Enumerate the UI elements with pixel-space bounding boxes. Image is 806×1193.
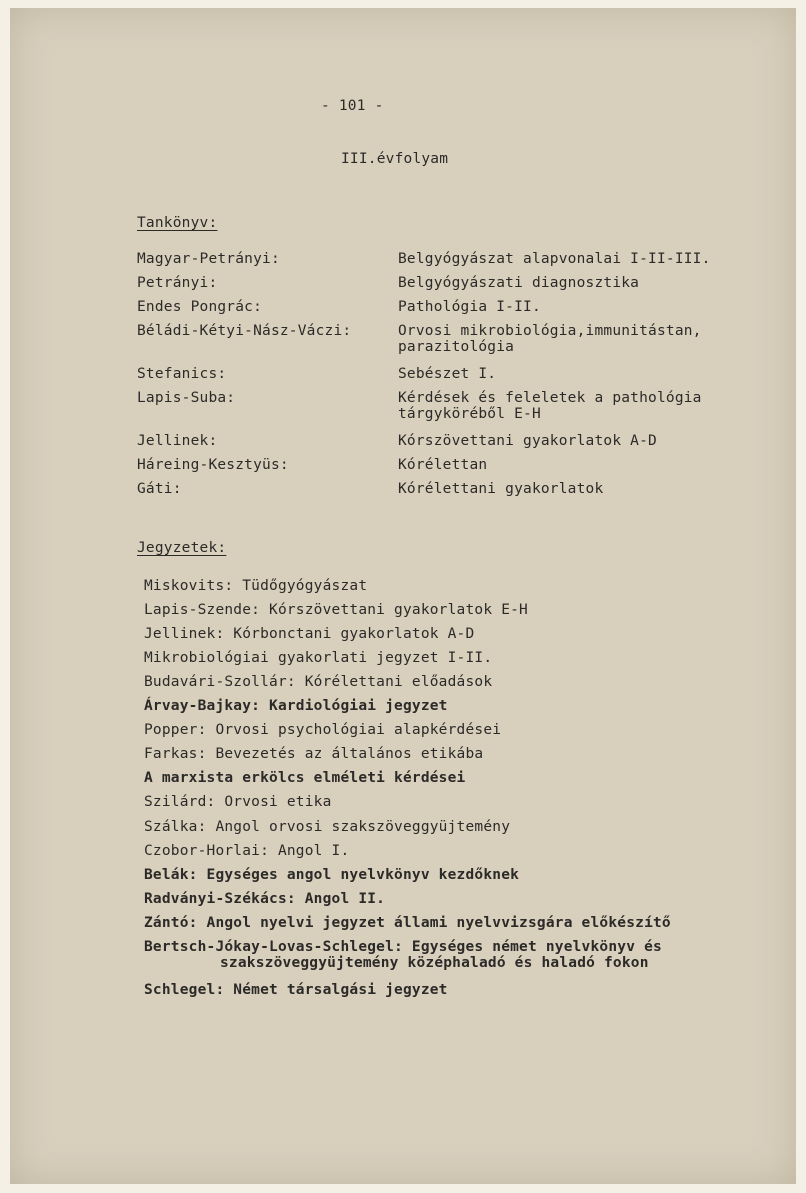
textbook-author: Petrányi: [137, 275, 218, 291]
note-line: Jellinek: Kórbonctani gyakorlatok A-D [144, 626, 475, 642]
textbook-title: Pathológia I-II. [398, 299, 541, 315]
textbook-title: Kórélettan [398, 457, 488, 473]
textbooks-label: Tankönyv: [137, 215, 218, 231]
note-line: Zántó: Angol nyelvi jegyzet állami nyelvvizsgára előkészítő [144, 915, 671, 931]
textbook-title: Belgyógyászat alapvonalai I-II-III. [398, 251, 711, 267]
note-line: Schlegel: Német társalgási jegyzet [144, 982, 448, 998]
textbook-author: Stefanics: [137, 366, 227, 382]
page-heading: III.évfolyam [341, 151, 449, 167]
note-line: Szálka: Angol orvosi szakszöveggyüjtemény [144, 819, 511, 835]
textbook-title: Kórszövettani gyakorlatok A-D [398, 433, 657, 449]
textbook-title: Orvosi mikrobiológia,immunitástan, [398, 323, 702, 339]
note-line: Miskovits: Tüdőgyógyászat [144, 578, 368, 594]
textbook-author: Béládi-Kétyi-Nász-Váczi: [137, 323, 352, 339]
textbook-author: Jellinek: [137, 433, 218, 449]
note-line: Radványi-Székács: Angol II. [144, 891, 386, 907]
textbook-title: Belgyógyászati diagnosztika [398, 275, 640, 291]
page-number: - 101 - [321, 98, 384, 114]
textbook-author: Lapis-Suba: [137, 390, 236, 406]
note-line: Farkas: Bevezetés az általános etikába [144, 746, 484, 762]
textbook-title: Kórélettani gyakorlatok [398, 481, 604, 497]
textbook-title-cont: parazitológia [398, 339, 515, 355]
textbook-author: Gáti: [137, 481, 182, 497]
textbook-author: Háreing-Kesztyüs: [137, 457, 289, 473]
textbook-author: Magyar-Petrányi: [137, 251, 280, 267]
note-line: Bertsch-Jókay-Lovas-Schlegel: Egységes német nyelvkönyv és [144, 939, 662, 955]
note-line: Czobor-Horlai: Angol I. [144, 843, 350, 859]
notes-label: Jegyzetek: [137, 540, 227, 556]
textbook-title: Kérdések és feleletek a pathológia [398, 390, 702, 406]
note-line: A marxista erkölcs elméleti kérdései [144, 770, 466, 786]
note-line: Budavári-Szollár: Kórélettani előadások [144, 674, 493, 690]
textbook-title: Sebészet I. [398, 366, 497, 382]
note-line: Mikrobiológiai gyakorlati jegyzet I-II. [144, 650, 493, 666]
note-line: Árvay-Bajkay: Kardiológiai jegyzet [144, 698, 448, 714]
note-line-cont: szakszöveggyüjtemény középhaladó és haladó fokon [220, 955, 649, 971]
note-line: Lapis-Szende: Kórszövettani gyakorlatok E-H [144, 602, 528, 618]
textbook-title-cont: tárgyköréből E-H [398, 406, 541, 422]
document-page [10, 8, 796, 1184]
note-line: Szilárd: Orvosi etika [144, 794, 332, 810]
note-line: Belák: Egységes angol nyelvkönyv kezdőknek [144, 867, 520, 883]
textbook-author: Endes Pongrác: [137, 299, 263, 315]
note-line: Popper: Orvosi psychológiai alapkérdései [144, 722, 502, 738]
